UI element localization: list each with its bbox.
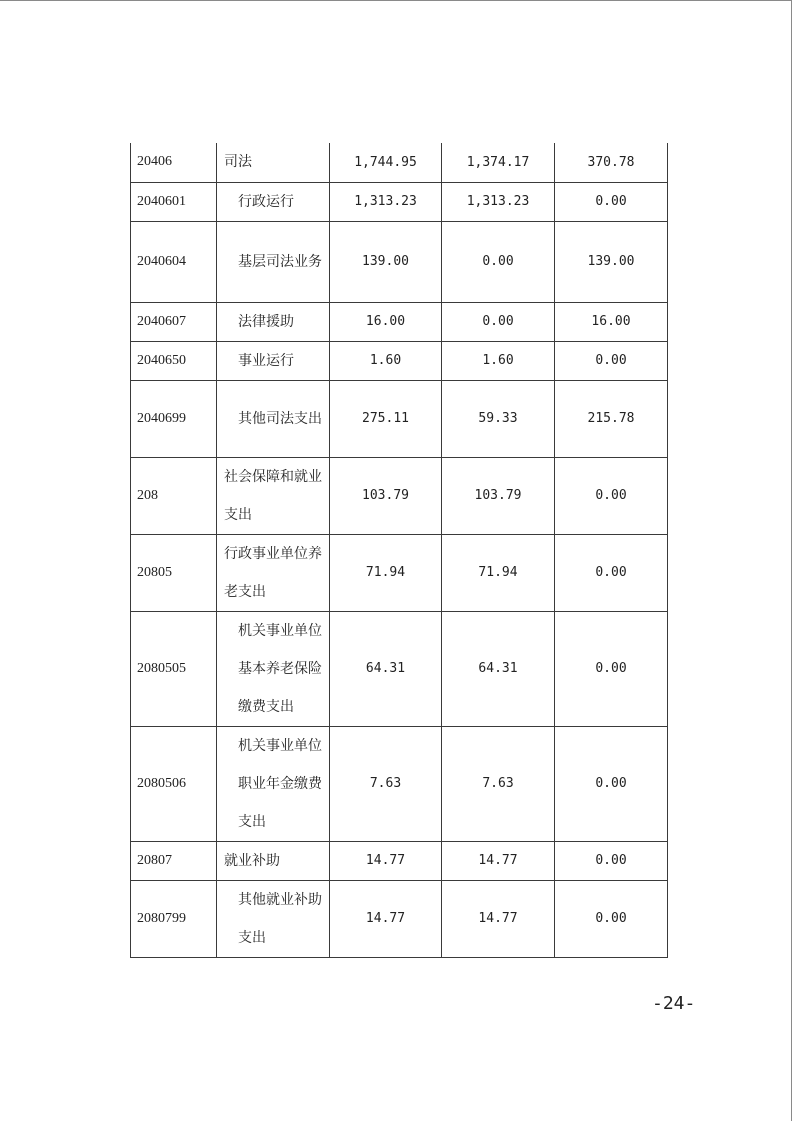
amount-basic: 14.77 xyxy=(442,880,555,957)
amount-total: 1,313.23 xyxy=(330,182,442,221)
account-code: 20406 xyxy=(131,143,217,182)
account-code: 208 xyxy=(131,457,217,534)
account-code: 2080799 xyxy=(131,880,217,957)
table-row xyxy=(131,726,668,841)
account-name: 行政运行 xyxy=(217,182,330,221)
account-name: 社会保障和就业支出 xyxy=(217,457,330,534)
amount-basic: 7.63 xyxy=(442,726,555,841)
amount-basic: 1,374.17 xyxy=(442,143,555,182)
amount-basic: 1.60 xyxy=(442,341,555,380)
amount-basic: 64.31 xyxy=(442,611,555,726)
table-row xyxy=(131,221,668,302)
amount-basic: 59.33 xyxy=(442,380,555,457)
page-number: -24- xyxy=(652,993,696,1014)
amount-basic: 103.79 xyxy=(442,457,555,534)
amount-basic: 0.00 xyxy=(442,302,555,341)
amount-total: 1.60 xyxy=(330,341,442,380)
amount-total: 14.77 xyxy=(330,880,442,957)
account-name: 其他司法支出 xyxy=(217,380,330,457)
budget-table xyxy=(130,143,668,958)
table-row xyxy=(131,341,668,380)
account-code: 2040607 xyxy=(131,302,217,341)
amount-project: 0.00 xyxy=(555,611,668,726)
account-code: 2080505 xyxy=(131,611,217,726)
amount-basic: 71.94 xyxy=(442,534,555,611)
amount-project: 0.00 xyxy=(555,726,668,841)
table-row xyxy=(131,143,668,182)
amount-total: 64.31 xyxy=(330,611,442,726)
amount-project: 0.00 xyxy=(555,341,668,380)
account-name: 机关事业单位职业年金缴费支出 xyxy=(217,726,330,841)
table-row xyxy=(131,611,668,726)
amount-project: 0.00 xyxy=(555,182,668,221)
table-row xyxy=(131,457,668,534)
amount-total: 139.00 xyxy=(330,221,442,302)
account-code: 20805 xyxy=(131,534,217,611)
amount-project: 16.00 xyxy=(555,302,668,341)
account-name: 事业运行 xyxy=(217,341,330,380)
account-name: 司法 xyxy=(217,143,330,182)
account-name: 行政事业单位养老支出 xyxy=(217,534,330,611)
account-name: 其他就业补助支出 xyxy=(217,880,330,957)
amount-total: 1,744.95 xyxy=(330,143,442,182)
account-code: 2040601 xyxy=(131,182,217,221)
account-code: 2040604 xyxy=(131,221,217,302)
amount-total: 16.00 xyxy=(330,302,442,341)
account-code: 2040699 xyxy=(131,380,217,457)
account-name: 基层司法业务 xyxy=(217,221,330,302)
amount-basic: 1,313.23 xyxy=(442,182,555,221)
account-code: 20807 xyxy=(131,841,217,880)
table-row xyxy=(131,841,668,880)
account-code: 2080506 xyxy=(131,726,217,841)
amount-total: 71.94 xyxy=(330,534,442,611)
amount-project: 215.78 xyxy=(555,380,668,457)
account-name: 就业补助 xyxy=(217,841,330,880)
account-name: 机关事业单位基本养老保险缴费支出 xyxy=(217,611,330,726)
amount-project: 0.00 xyxy=(555,880,668,957)
amount-total: 103.79 xyxy=(330,457,442,534)
amount-project: 370.78 xyxy=(555,143,668,182)
table-row xyxy=(131,380,668,457)
table-row xyxy=(131,302,668,341)
table-row xyxy=(131,880,668,957)
table-row xyxy=(131,182,668,221)
amount-project: 139.00 xyxy=(555,221,668,302)
account-name: 法律援助 xyxy=(217,302,330,341)
amount-total: 7.63 xyxy=(330,726,442,841)
amount-total: 14.77 xyxy=(330,841,442,880)
account-code: 2040650 xyxy=(131,341,217,380)
table-row xyxy=(131,534,668,611)
amount-total: 275.11 xyxy=(330,380,442,457)
amount-basic: 14.77 xyxy=(442,841,555,880)
amount-project: 0.00 xyxy=(555,534,668,611)
amount-project: 0.00 xyxy=(555,457,668,534)
amount-basic: 0.00 xyxy=(442,221,555,302)
amount-project: 0.00 xyxy=(555,841,668,880)
